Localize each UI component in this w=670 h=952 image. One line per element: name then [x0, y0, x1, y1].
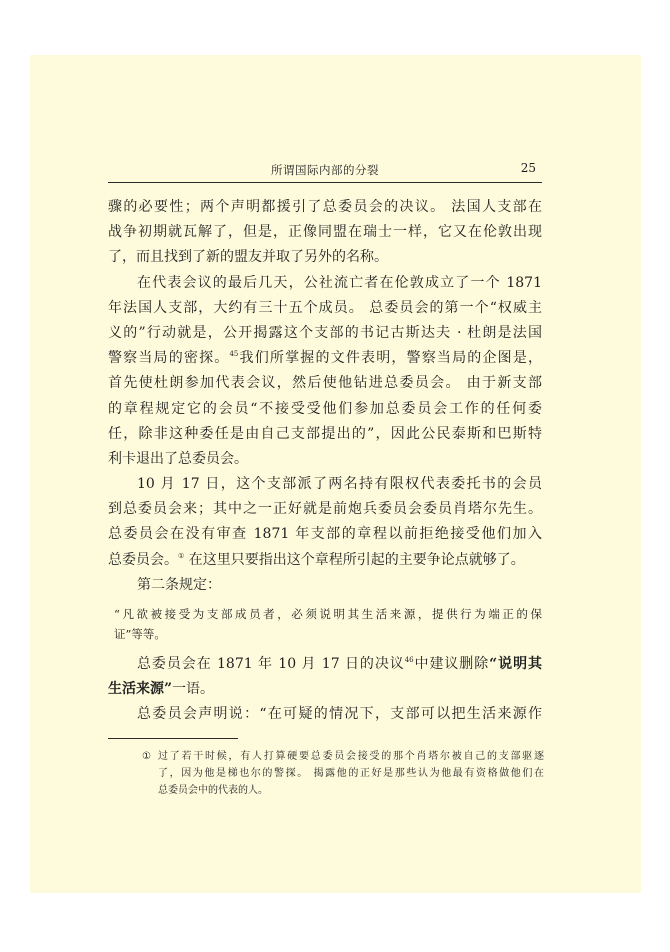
text-line: 在代表会议的最后几天，公社流亡者在伦敦成立了一个 1871 [137, 274, 542, 291]
text-line: 到总委员会来；其中之一正好就是前炮兵委员会委员肖塔尔先生。 [108, 501, 542, 518]
text-line: 任，除非这种委任是由自己支部提出的”，因此公民泰斯和巴斯特 [108, 425, 542, 442]
text-line: 首先使杜朗参加代表会议，然后使他钻进总委员会。 由于新支部 [108, 375, 542, 392]
footnote [142, 748, 544, 799]
text-line [108, 677, 542, 702]
text-segment: 总委员会。 [108, 551, 178, 568]
endnote-ref-45: 45 [229, 350, 239, 359]
footnote-ref-1: ① [178, 551, 185, 560]
text-line: 年法国人支部，大约有三十五个成员。 总委员会的第一个“权威主 [108, 299, 542, 316]
text-line: 义的”行动就是，公开揭露这个支部的书记古斯达夫 · 杜朗是法国 [108, 324, 542, 341]
text-segment: 总委员会在 1871 年 10 月 17 日的决议 [137, 656, 405, 672]
text-line: 总委员会声明说：“在可疑的情况下，支部可以把生活来源作 [137, 706, 542, 723]
footnote-marker: ① [142, 751, 151, 762]
text-line [108, 346, 542, 371]
text-segment: 警察当局的密探。 [108, 350, 230, 367]
running-header [108, 160, 542, 183]
body-text [108, 195, 542, 728]
chapter-title: 所谓国际内部的分裂 [271, 163, 379, 177]
text-line: 第二条规定： [137, 576, 221, 593]
text-line: 10 月 17 日，这个支部派了两名持有限权代表委托书的会员 [137, 476, 542, 493]
footnote-divider [108, 738, 238, 739]
footnote-line: 了，因为他是梯也尔的警探。 揭露他的正好是那些认为他最有资格做他们在 [158, 768, 544, 779]
quote-line: 证”等等。 [114, 627, 166, 641]
quote-line: “凡欲被接受为支部成员者，必须说明其生活来源，提供行为端正的保 [114, 607, 542, 621]
text-segment: 中建议删除 [413, 656, 490, 672]
bold-phrase: “说明其 [489, 656, 542, 672]
footnote-line: 总委员会中的代表的人。 [158, 785, 268, 796]
endnote-ref-46: 46 [404, 656, 414, 664]
block-quote [108, 604, 542, 644]
text-line [108, 652, 542, 677]
text-line: 总委员会在没有审查 1871 年支部的章程以前拒绝接受他们加入 [108, 526, 542, 543]
text-segment: 在这里只要指出这个章程所引起的主要争论点就够了。 [184, 551, 525, 568]
text-line: 利卡退出了总委员会。 [108, 450, 248, 467]
page-number: 25 [520, 161, 536, 175]
text-line [108, 548, 542, 573]
footnote-line: 过了若干时候，有人打算硬要总委员会接受的那个肖塔尔被自己的支部驱逐 [158, 751, 544, 762]
text-line: 骤的必要性；两个声明都援引了总委员会的决议。 法国人支部在 [108, 199, 542, 215]
bold-phrase: 生活来源” [108, 681, 173, 698]
text-line: 了，而且找到了新的盟友并取了另外的名称。 [108, 249, 388, 266]
text-line: 战争初期就瓦解了，但是，正像同盟在瑞士一样，它又在伦敦出现 [108, 224, 542, 241]
text-segment: 一语。 [172, 681, 215, 698]
text-line: 的章程规定它的会员“不接受受他们参加总委员会工作的任何委 [108, 400, 542, 417]
text-segment: 我们所掌握的文件表明，警察当局的企图是， [238, 350, 543, 367]
